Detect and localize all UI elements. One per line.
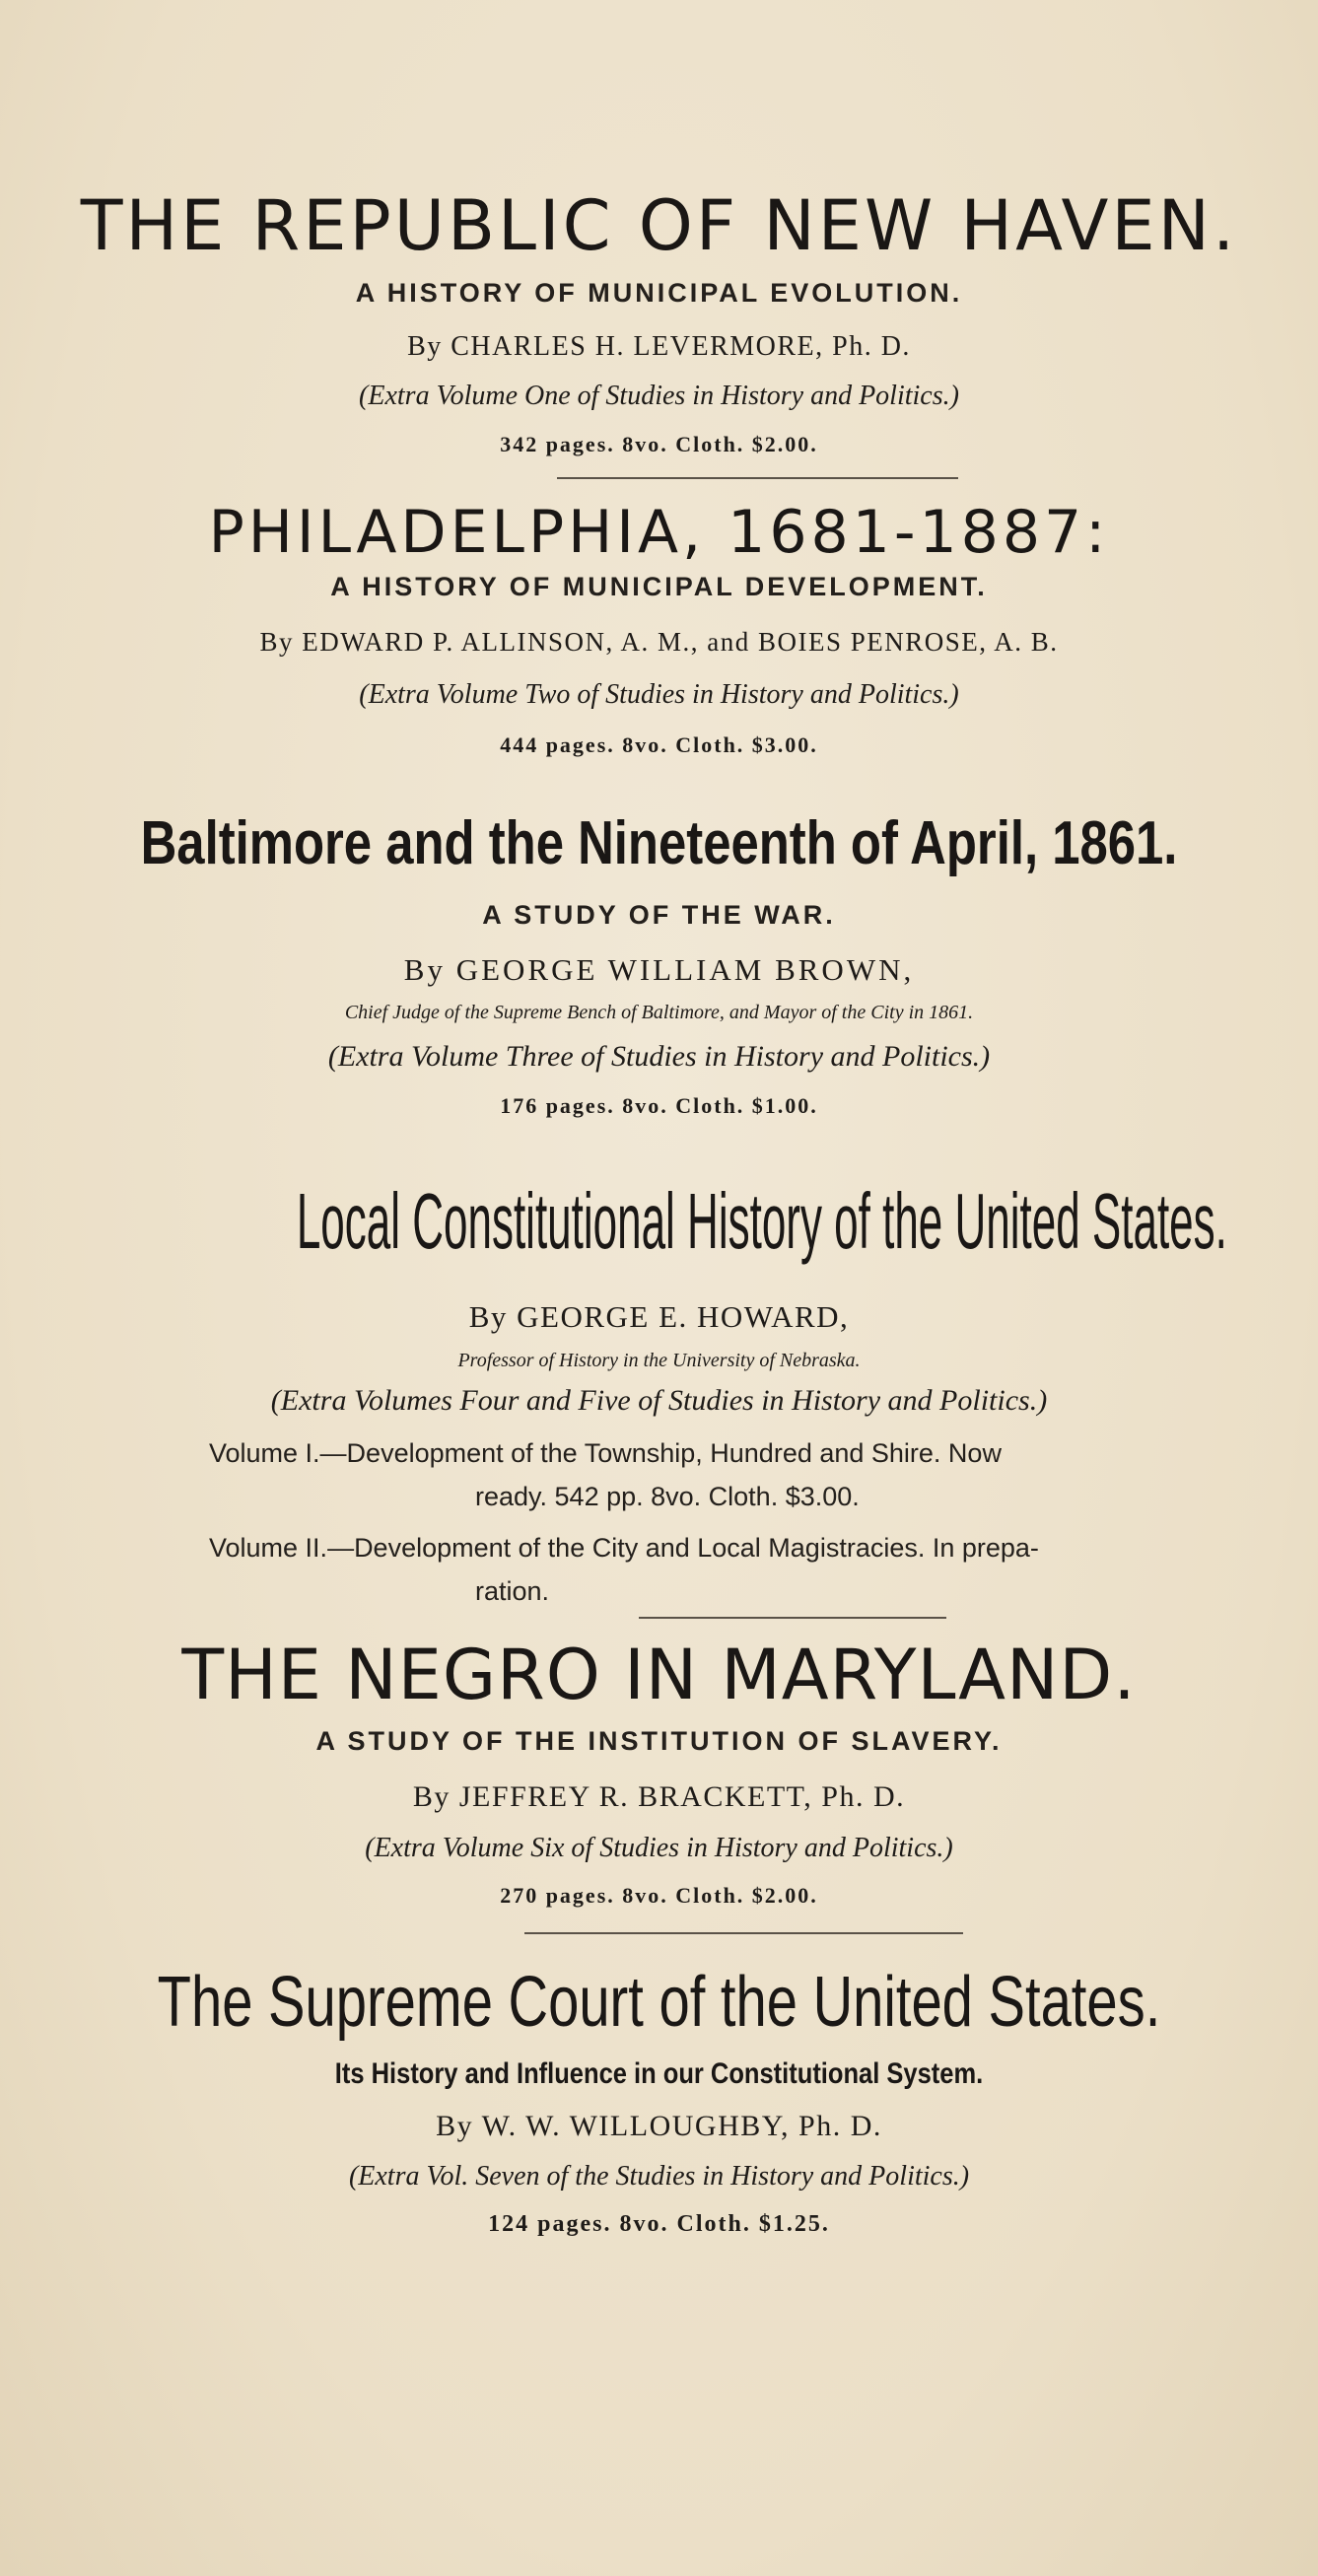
book-series: (Extra Volumes Four and Five of Studies in History and Politics.) (270, 1384, 1048, 1417)
divider (639, 1617, 946, 1619)
book-series: (Extra Vol. Seven of the Studies in History and Politics.) (348, 2161, 970, 2192)
book-details: 444 pages. 8vo. Cloth. $3.00. (500, 732, 818, 757)
book-subtitle: A HISTORY OF MUNICIPAL DEVELOPMENT. (330, 572, 988, 601)
book-subtitle: A STUDY OF THE WAR. (482, 900, 836, 930)
book-subtitle: Its History and Influence in our Constitutional System. (334, 2057, 984, 2090)
volume-two-line-2: ration. (475, 1576, 550, 1606)
book-title: PHILADELPHIA, 1681-1887: (208, 498, 1110, 567)
book-subtitle: A STUDY OF THE INSTITUTION OF SLAVERY. (315, 1726, 1003, 1756)
divider (557, 477, 958, 479)
volume-two-line-1: Volume II.—Development of the City and Local Magistracies. In prepa- (209, 1533, 1039, 1563)
author-note: Professor of History in the University of Nebraska. (457, 1350, 861, 1371)
book-title: THE NEGRO IN MARYLAND. (181, 1635, 1137, 1715)
book-author: By W. W. WILLOUGHBY, Ph. D. (436, 2110, 882, 2142)
book-title: The Supreme Court of the United States. (157, 1963, 1161, 2042)
book-series: (Extra Volume Six of Studies in History and Politics.) (365, 1833, 953, 1863)
book-series: (Extra Volume Three of Studies in History and Politics.) (327, 1040, 991, 1073)
book-title: Baltimore and the Nineteenth of April, 1861. (140, 809, 1178, 877)
volume-one-line-1: Volume I.—Development of the Township, Hundred and Shire. Now (209, 1438, 1002, 1468)
book-author: By GEORGE E. HOWARD, (468, 1299, 850, 1334)
author-note: Chief Judge of the Supreme Bench of Baltimore, and Mayor of the City in 1861. (344, 1002, 974, 1023)
book-author: By EDWARD P. ALLINSON, A. M., and BOIES PENROSE, A. B. (259, 627, 1059, 657)
book-series: (Extra Volume Two of Studies in History and Politics.) (359, 679, 959, 710)
book-details: 342 pages. 8vo. Cloth. $2.00. (500, 432, 818, 456)
book-details: 270 pages. 8vo. Cloth. $2.00. (500, 1883, 818, 1908)
book-author: By JEFFREY R. BRACKETT, Ph. D. (412, 1780, 906, 1813)
book-details: 176 pages. 8vo. Cloth. $1.00. (500, 1093, 818, 1118)
book-author: By GEORGE WILLIAM BROWN, (403, 952, 915, 987)
book-author: By CHARLES H. LEVERMORE, Ph. D. (407, 331, 911, 362)
book-series: (Extra Volume One of Studies in History and Politics.) (359, 381, 959, 411)
book-subtitle: A HISTORY OF MUNICIPAL EVOLUTION. (355, 278, 963, 308)
divider (524, 1932, 963, 1934)
volume-one-line-2: ready. 542 pp. 8vo. Cloth. $3.00. (475, 1482, 860, 1511)
book-title: THE REPUBLIC OF NEW HAVEN. (80, 185, 1238, 266)
book-title: Local Constitutional History of the United States. (296, 1177, 1227, 1265)
book-details: 124 pages. 8vo. Cloth. $1.25. (488, 2211, 830, 2237)
